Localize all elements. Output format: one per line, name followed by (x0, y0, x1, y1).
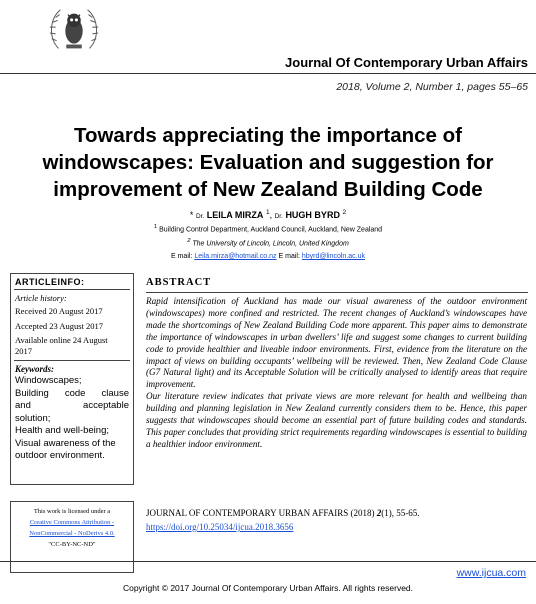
accepted-date: Accepted 23 August 2017 (15, 321, 104, 331)
keyword-line: and acceptable (15, 400, 129, 411)
author-title: Dr. (195, 213, 205, 220)
email-link[interactable]: hbyrd@lincoln.ac.uk (301, 253, 365, 260)
doi-link[interactable]: https://doi.org/10.25034/ijcua.2018.3656 (146, 522, 294, 532)
article-history-label: Article history: (15, 293, 67, 303)
affiliation (0, 238, 536, 247)
article-info-box (10, 273, 134, 485)
license-code: "CC-BY-NC-ND" (48, 541, 96, 548)
author-separator: , (269, 210, 273, 220)
online-date-line: Available online 24 August (15, 335, 108, 345)
corresponding-marker: * (189, 210, 194, 220)
citation-prefix: JOURNAL OF CONTEMPORARY URBAN AFFAIRS (2018) (146, 508, 375, 518)
abstract-heading: ABSTRACT (146, 277, 212, 288)
author-name: LEILA MIRZA (206, 210, 264, 220)
affiliation-text: Building Control Department, Auckland Council, Auckland, New Zealand (159, 226, 383, 234)
info-divider (14, 289, 130, 290)
title-line: Towards appreciating the importance of (73, 124, 463, 147)
citation-suffix: (1), 55-65. (381, 508, 420, 518)
online-date-line: 2017 (15, 346, 32, 356)
header-rule (0, 73, 536, 74)
keywords-label: Keywords: (15, 364, 54, 374)
citation (146, 508, 419, 518)
owl-crest-logo-icon (45, 2, 103, 60)
title-line: improvement of New Zealand Building Code (53, 178, 483, 201)
keyword-line: outdoor environment. (15, 450, 105, 461)
article-info-heading: ARTICLEINFO: (15, 277, 85, 287)
affiliation-text: The University of Lincoln, Lincoln, United Kingdom (192, 240, 349, 248)
author-affil-sup: 1 (265, 209, 270, 216)
license-text: This work is licensed under a (33, 508, 111, 515)
abstract-paragraph: Our literature review indicates that private views are more relevant for health and wellbeing than building and planning legislation in New Zealand currently considers them to be. Hence, this paper suggests that windowscapes should become an essential part of future building codes and standards. This paper concludes that providing strict requirements regarding windowscapes is essential to building a healthier indoor environment. (146, 391, 527, 449)
affiliation-sup: 2 (187, 238, 191, 244)
journal-name: Journal Of Contemporary Urban Affairs (285, 55, 528, 70)
keyword-line: Building code clause (15, 387, 129, 399)
copyright-text: Copyright © 2017 Journal Of Contemporary Urban Affairs. All rights reserved. (122, 583, 414, 593)
abstract-body (146, 296, 527, 451)
keyword-line: Windowscapes; (15, 375, 82, 386)
issue-info: 2018, Volume 2, Number 1, pages 55–65 (336, 81, 528, 93)
email-link[interactable]: Leila.mirza@hotmail.co.nz (194, 253, 277, 260)
author-list (0, 209, 536, 220)
keyword-line: Visual awareness of the (15, 437, 116, 449)
received-date: Received 20 August 2017 (15, 306, 103, 316)
online-date (11, 334, 133, 358)
citation-volume: 2 (376, 508, 382, 518)
info-divider (14, 360, 130, 361)
website-link[interactable]: www.ijcua.com (456, 567, 526, 579)
author-affil-sup: 2 (342, 209, 347, 216)
keyword-line: Health and well-being; (15, 425, 110, 436)
keyword-line: solution; (15, 412, 51, 424)
abstract-paragraph: Rapid intensification of Auckland has made our visual awareness of the outdoor environment (windowscapes) more confined and restricted. The recent changes of Auckland’s windowscapes have made the shortcomings of New Zealand Building Code more apparent. This paper aims to demonstrate the importance of windowscapes in urban dwellers’ life and suggest some changes to current building code to provide healthier and liveable indoor environments. First, evidence from the literature on the impact of views on building occupants’ wellbeing will be reviewed. Then, New Zealand Code Clause (G7 Natural light) and its Acceptable Solution will be critically analysed to identify areas that require improvement. (146, 296, 527, 390)
author-name: HUGH BYRD (285, 210, 340, 220)
license-box (10, 501, 134, 573)
abstract-rule (146, 292, 528, 293)
affiliation-sup: 1 (153, 224, 158, 230)
title-line: windowscapes: Evaluation and suggestion for (42, 151, 494, 174)
email-line (0, 253, 536, 260)
author-title: Dr. (274, 213, 283, 220)
email-label: E mail: (170, 253, 193, 260)
license-link[interactable]: Creative Commons Attribution - (29, 519, 115, 526)
affiliation (0, 224, 536, 233)
email-label: E mail: (278, 253, 300, 260)
paper-title (0, 122, 536, 203)
footer-rule (0, 561, 536, 562)
license-link[interactable]: NonCommercial - NoDerivs 4.0. (29, 530, 115, 537)
